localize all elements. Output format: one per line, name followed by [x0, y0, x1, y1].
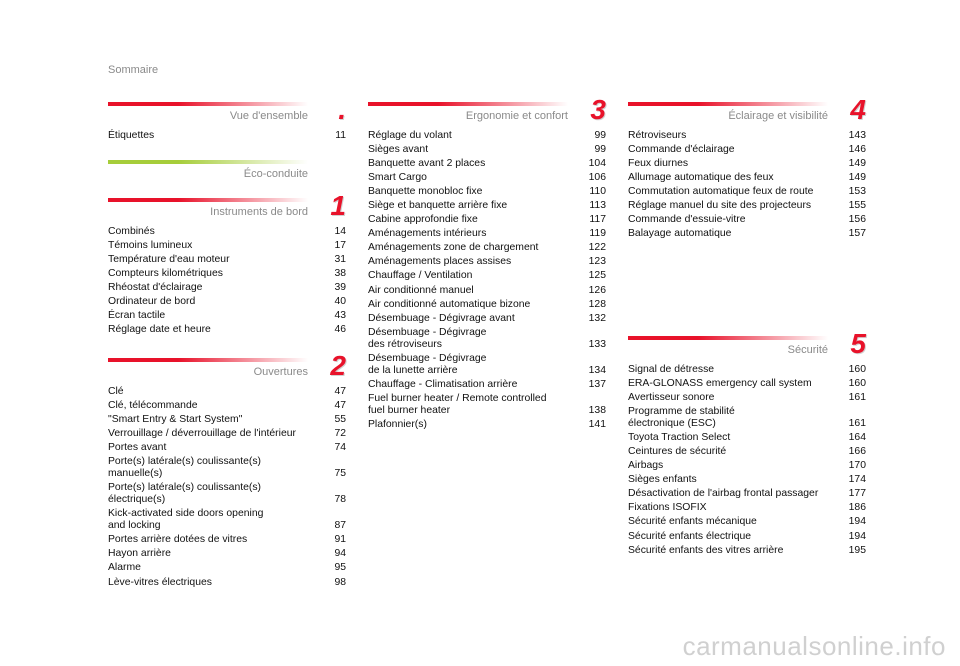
toc-entry-page: 149 [848, 172, 866, 184]
toc-entry-list [628, 130, 866, 240]
toc-entry-title: Allumage automatique des feux [628, 172, 774, 184]
toc-entry[interactable] [628, 172, 866, 184]
section-instruments-de-bord [108, 190, 346, 338]
section-number-icon: 1 [330, 190, 346, 221]
toc-entry-title: Rétroviseurs [628, 130, 687, 141]
section-color-bar [108, 358, 308, 362]
section-color-bar [628, 336, 828, 340]
toc-entry[interactable] [628, 378, 866, 390]
toc-entry[interactable] [628, 200, 866, 212]
section-header [628, 94, 866, 125]
toc-entry-title: Smart Cargo [368, 172, 427, 184]
toc-entry-page: 141 [588, 418, 606, 430]
toc-entry[interactable] [108, 268, 346, 280]
toc-entry[interactable] [628, 158, 866, 170]
toc-entry-title: Plafonnier(s) [368, 418, 427, 430]
toc-entry-title: Fuel burner heater / Remote controlled fuel burner heater [368, 392, 547, 416]
toc-entry[interactable] [628, 502, 866, 514]
section-title: Ouvertures [253, 366, 308, 378]
toc-entry-page: 133 [588, 338, 606, 350]
toc-entry-title: Combinés [108, 226, 155, 237]
toc-entry[interactable] [628, 186, 866, 198]
toc-entry-page: 43 [334, 310, 346, 322]
section-eclairage-visibilite [628, 94, 866, 242]
toc-entry-list [108, 386, 346, 589]
toc-entry[interactable] [108, 534, 346, 546]
section-color-bar [108, 198, 308, 202]
toc-entry[interactable] [628, 446, 866, 458]
toc-entry-page: 194 [848, 530, 866, 542]
section-securite [628, 328, 866, 559]
toc-entry-title: Cabine approfondie fixe [368, 214, 478, 226]
toc-entry-title: Clé, télécommande [108, 400, 198, 412]
toc-entry-title: Sécurité enfants mécanique [628, 516, 757, 528]
toc-entry[interactable] [368, 144, 606, 156]
toc-entry-title: Toyota Traction Select [628, 432, 731, 444]
toc-entry[interactable] [368, 200, 606, 212]
toc-entry-title: Portes avant [108, 442, 167, 454]
toc-entry[interactable] [108, 386, 346, 398]
section-ergonomie-confort [368, 94, 606, 433]
toc-entry[interactable] [108, 226, 346, 238]
section-title: Vue d'ensemble [229, 110, 308, 122]
section-color-bar [108, 102, 308, 106]
toc-entry[interactable] [368, 228, 606, 240]
toc-entry-title: Siège et banquette arrière fixe [368, 200, 508, 212]
section-color-bar [628, 102, 828, 106]
toc-entry-page: 87 [334, 520, 346, 532]
toc-entry-page: 170 [848, 460, 866, 472]
toc-entry-page: 113 [589, 200, 606, 212]
toc-entry-title: Hayon arrière [108, 548, 171, 560]
toc-entry[interactable] [628, 474, 866, 486]
toc-entry-page: 137 [588, 378, 606, 390]
toc-entry-page: 47 [334, 386, 346, 397]
toc-entry-page: 122 [588, 242, 606, 254]
toc-entry-page: 143 [848, 130, 866, 141]
toc-entry[interactable] [628, 460, 866, 472]
toc-entry[interactable] [628, 488, 866, 500]
page-title: Sommaire [108, 64, 159, 76]
toc-entry[interactable] [108, 428, 346, 440]
toc-entry-title: Sièges avant [368, 144, 429, 156]
toc-entry-title: Compteurs kilométriques [108, 268, 223, 280]
toc-entry-page: 95 [334, 562, 346, 574]
toc-entry-list [108, 130, 346, 142]
toc-entry-title: Écran tactile [108, 310, 166, 322]
toc-entry-title: Désembuage - Dégivrage avant [368, 312, 515, 324]
toc-entry-list [368, 130, 606, 431]
toc-entry[interactable] [368, 327, 606, 351]
toc-entry[interactable] [108, 324, 346, 336]
toc-entry-title: Porte(s) latérale(s) coulissante(s) électrique(s) [108, 482, 262, 506]
toc-entry-page: 155 [848, 200, 866, 212]
toc-entry-title: Banquette avant 2 places [368, 158, 486, 170]
toc-entry-title: Avertisseur sonore [628, 392, 715, 404]
section-ouvertures [108, 350, 346, 591]
toc-entry[interactable] [368, 214, 606, 226]
toc-entry-title: Alarme [108, 562, 141, 574]
toc-entry-title: Réglage manuel du site des projecteurs [628, 200, 812, 212]
toc-entry-page: 177 [848, 488, 866, 500]
toc-entry[interactable] [368, 130, 606, 142]
toc-entry-title: Sécurité enfants des vitres arrière [628, 544, 784, 556]
toc-entry[interactable] [368, 256, 606, 268]
toc-entry[interactable] [368, 353, 606, 377]
section-header [108, 160, 346, 182]
toc-entry-title: Chauffage / Ventilation [368, 270, 473, 282]
toc-entry[interactable] [368, 186, 606, 198]
section-number-icon: . [338, 94, 346, 125]
toc-entry-title: Banquette monobloc fixe [368, 186, 483, 198]
toc-entry[interactable] [628, 516, 866, 528]
toc-entry[interactable] [628, 406, 866, 430]
toc-entry-page: 156 [848, 214, 866, 226]
toc-entry-page: 11 [335, 130, 346, 141]
toc-entry[interactable] [108, 562, 346, 574]
toc-entry-page: 166 [848, 446, 866, 458]
toc-entry-page: 157 [848, 228, 866, 240]
toc-entry[interactable] [368, 393, 606, 417]
toc-entry-title: Sièges enfants [628, 474, 697, 486]
toc-entry-page: 78 [334, 494, 346, 506]
toc-entry[interactable] [108, 310, 346, 322]
section-eco-conduite [108, 160, 346, 188]
toc-entry-page: 126 [588, 284, 606, 296]
section-color-bar [108, 160, 308, 164]
toc-entry[interactable] [368, 313, 606, 325]
section-number-icon: 2 [330, 350, 346, 381]
toc-entry[interactable] [108, 240, 346, 252]
toc-entry[interactable] [108, 456, 346, 480]
toc-entry-page: 117 [589, 214, 606, 226]
toc-entry-page: 160 [848, 364, 866, 375]
toc-entry[interactable] [108, 130, 346, 142]
toc-entry-list [628, 364, 866, 557]
toc-entry[interactable] [108, 400, 346, 412]
section-title: Ergonomie et confort [465, 110, 568, 122]
toc-entry-title: Rhéostat d'éclairage [108, 282, 203, 294]
toc-entry[interactable] [628, 545, 866, 557]
toc-entry-title: Commande d'essuie-vitre [628, 214, 746, 226]
toc-entry-title: Désembuage - Dégivrage de la lunette arrière [368, 352, 487, 376]
toc-entry-title: Clé [108, 386, 124, 397]
toc-entry-page: 39 [334, 282, 346, 294]
toc-entry-page: 55 [334, 414, 346, 426]
toc-entry[interactable] [368, 379, 606, 391]
toc-entry-title: Température d'eau moteur [108, 254, 230, 266]
toc-entry-title: Désembuage - Dégivrage des rétroviseurs [368, 326, 487, 350]
toc-entry-list [108, 226, 346, 336]
toc-entry-page: 110 [589, 186, 606, 198]
section-title: Éclairage et visibilité [728, 110, 828, 122]
toc-entry-title: Signal de détresse [628, 364, 715, 375]
section-header [628, 328, 866, 359]
toc-entry-title: Fixations ISOFIX [628, 502, 707, 514]
toc-entry-title: Airbags [628, 460, 664, 472]
toc-entry-title: Commutation automatique feux de route [628, 186, 814, 198]
toc-entry-page: 138 [588, 404, 606, 416]
toc-entry[interactable] [108, 508, 346, 532]
toc-entry-page: 161 [848, 392, 866, 404]
toc-entry-page: 161 [848, 418, 866, 430]
toc-entry-page: 94 [334, 548, 346, 560]
toc-entry-title: Aménagements intérieurs [368, 228, 487, 240]
section-header [368, 94, 606, 125]
toc-entry-title: Lève-vitres électriques [108, 576, 212, 588]
toc-entry-page: 134 [588, 364, 606, 376]
toc-entry[interactable] [368, 270, 606, 282]
section-number-icon: 3 [590, 94, 606, 125]
toc-entry-title: Air conditionné automatique bizone [368, 298, 531, 310]
section-title: Instruments de bord [210, 206, 308, 218]
toc-entry-page: 174 [848, 474, 866, 486]
toc-entry-page: 14 [334, 226, 346, 237]
toc-entry-page: 104 [588, 158, 606, 170]
toc-entry-title: "Smart Entry & Start System" [108, 414, 243, 426]
toc-entry-page: 195 [848, 544, 866, 556]
toc-entry-page: 128 [588, 298, 606, 310]
section-title: Sécurité [787, 344, 828, 356]
toc-entry-page: 75 [334, 468, 346, 480]
toc-entry-page: 125 [588, 270, 606, 282]
toc-entry-page: 46 [334, 324, 346, 336]
toc-entry-page: 123 [588, 256, 606, 268]
toc-entry-title: Réglage du volant [368, 130, 452, 141]
toc-entry-title: Porte(s) latérale(s) coulissante(s) manuelle(s) [108, 456, 262, 480]
toc-entry-title: Air conditionné manuel [368, 284, 474, 296]
toc-entry[interactable] [108, 282, 346, 294]
toc-entry-title: Verrouillage / déverrouillage de l'intérieur [108, 428, 296, 440]
toc-entry-page: 160 [848, 378, 866, 390]
toc-entry-page: 186 [848, 502, 866, 514]
toc-entry-title: Kick-activated side doors opening and locking [108, 508, 264, 532]
section-number-icon: 5 [850, 328, 866, 359]
toc-entry-title: Aménagements places assises [368, 256, 512, 268]
toc-entry-title: Chauffage - Climatisation arrière [368, 378, 518, 390]
toc-entry-page: 74 [334, 442, 346, 454]
toc-entry[interactable] [628, 392, 866, 404]
toc-entry[interactable] [368, 299, 606, 311]
toc-entry-page: 146 [848, 144, 866, 156]
section-number-icon: 4 [850, 94, 866, 125]
toc-entry-page: 17 [334, 240, 346, 252]
toc-entry-page: 106 [588, 172, 606, 184]
toc-entry[interactable] [108, 442, 346, 454]
toc-entry[interactable] [368, 242, 606, 254]
section-header [108, 94, 346, 125]
toc-entry-title: Sécurité enfants électrique [628, 530, 752, 542]
watermark: carmanualsonline.info [682, 631, 946, 661]
toc-entry-title: Ceintures de sécurité [628, 446, 727, 458]
toc-entry-page: 132 [588, 312, 606, 324]
section-vue-ensemble [108, 94, 346, 144]
toc-entry-title: Portes arrière dotées de vitres [108, 534, 248, 546]
section-header [108, 350, 346, 381]
toc-entry[interactable] [368, 158, 606, 170]
toc-entry[interactable] [628, 130, 866, 142]
toc-entry[interactable] [108, 414, 346, 426]
section-header [108, 190, 346, 221]
toc-entry[interactable] [108, 482, 346, 506]
toc-entry[interactable] [108, 577, 346, 589]
toc-entry-title: Réglage date et heure [108, 324, 211, 336]
toc-entry-page: 91 [334, 534, 346, 546]
toc-entry[interactable] [628, 228, 866, 240]
toc-entry-title: ERA-GLONASS emergency call system [628, 378, 812, 390]
toc-entry[interactable] [368, 172, 606, 184]
toc-entry[interactable] [368, 285, 606, 297]
toc-entry-title: Commande d'éclairage [628, 144, 735, 156]
toc-entry-title: Étiquettes [108, 130, 155, 141]
toc-entry-page: 47 [334, 400, 346, 412]
toc-entry[interactable] [628, 214, 866, 226]
toc-entry-page: 99 [594, 144, 606, 156]
toc-entry-title: Ordinateur de bord [108, 296, 196, 308]
toc-entry-page: 40 [334, 296, 346, 308]
toc-entry-page: 72 [334, 428, 346, 440]
toc-entry-title: Désactivation de l'airbag frontal passager [628, 488, 819, 500]
section-title: Éco-conduite [243, 168, 308, 180]
toc-entry-page: 99 [594, 130, 606, 141]
toc-entry[interactable] [628, 432, 866, 444]
toc-entry-page: 194 [848, 516, 866, 528]
toc-entry-page: 98 [334, 576, 346, 588]
toc-entry-page: 31 [334, 254, 346, 266]
toc-entry[interactable] [108, 296, 346, 308]
toc-entry-title: Balayage automatique [628, 228, 732, 240]
toc-entry-title: Feux diurnes [628, 158, 689, 170]
toc-entry-page: 38 [334, 268, 346, 280]
toc-entry[interactable] [628, 531, 866, 543]
toc-entry-page: 119 [589, 228, 606, 240]
toc-entry[interactable] [108, 548, 346, 560]
toc-entry-page: 149 [848, 158, 866, 170]
toc-entry[interactable] [108, 254, 346, 266]
toc-entry-title: Aménagements zone de chargement [368, 242, 539, 254]
toc-entry-title: Témoins lumineux [108, 240, 193, 252]
toc-entry[interactable] [628, 144, 866, 156]
toc-entry[interactable] [368, 419, 606, 431]
toc-entry-page: 153 [848, 186, 866, 198]
toc-entry-title: Programme de stabilité électronique (ESC) [628, 406, 735, 430]
toc-entry-page: 164 [848, 432, 866, 444]
section-color-bar [368, 102, 568, 106]
toc-entry[interactable] [628, 364, 866, 376]
